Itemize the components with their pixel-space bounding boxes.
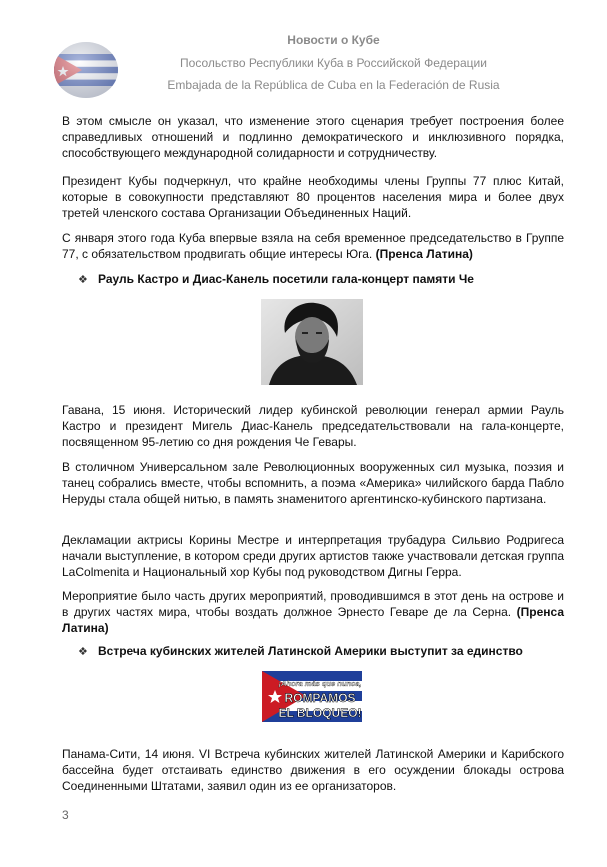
bullet-diamond-icon: ❖	[78, 274, 88, 286]
bullet-diamond-icon: ❖	[78, 646, 88, 658]
article-heading-text: Встреча кубинских жителей Латинской Америки выступит за единство	[98, 644, 523, 658]
paragraph: Декламации актрисы Корины Местре и интерпретация трубадура Сильвио Родригеса начали выступление, в котором среди других артистов также участвовали детская группа LaColmenita и Национальный хор Кубы под руководством Дигны Герра.	[62, 533, 564, 579]
banner-line1: ¡Ahora más que nunca,	[278, 679, 362, 688]
paragraph	[62, 588, 564, 636]
header-embassy-es: Embajada de la República de Cuba en la Federación de Rusia	[167, 78, 500, 92]
rompamos-el-bloqueo-banner	[262, 671, 362, 722]
banner-line2: ROMPAMOS	[284, 691, 356, 705]
paragraph: В этом смысле он указал, что изменение этого сценария требует построения более справедливых отношений и подлинно демократического и инклюзивного порядка, способствующего международной солидарности и сотрудничеству.	[62, 114, 564, 160]
paragraph: Гавана, 15 июня. Исторический лидер кубинской революции генерал армии Рауль Кастро и президент Мигель Диас-Канель председательствовали на гала-концерте, посвященном 95-летию со дня рождения Че Гевары.	[62, 403, 564, 449]
paragraph: В столичном Универсальном зале Революционных вооруженных сил музыка, поэзия и танец собрались вместе, чтобы вспомнить, а поэма «Америка» чилийского барда Пабло Неруды стала общей нитью, в память знаменитого аргентинско-кубинского партизана.	[62, 460, 564, 506]
article-heading	[78, 271, 568, 288]
source-label: (Пренса Латина)	[375, 247, 473, 261]
source-label: (Пренса Латина)	[62, 605, 564, 635]
header-title: Новости о Кубе	[287, 33, 380, 47]
page-number: 3	[62, 808, 69, 822]
article-heading	[78, 643, 568, 660]
article-heading-text: Рауль Кастро и Диас-Канель посетили гала-концерт памяти Че	[98, 272, 474, 286]
paragraph-text: С января этого года Куба впервые взяла на себя временное председательство в Группе 77, с обязательством продвигать общие интересы Юга.	[62, 231, 564, 261]
header-embassy-ru: Посольство Республики Куба в Российской Федерации	[180, 56, 487, 70]
paragraph	[62, 230, 564, 262]
paragraph-text: Мероприятие было часть других мероприятий, проводившимся в этот день на острове и в других частях мира, чтобы воздать должное Эрнесто Геваре де ла Серна.	[62, 589, 564, 619]
paragraph: Президент Кубы подчеркнул, что крайне необходимы члены Группы 77 плюс Китай, которые в совокупности представляют 80 процентов населения мира и более двух третей членского состава Организации Объединенных Наций.	[62, 174, 564, 220]
paragraph: Панама-Сити, 14 июня. VI Встреча кубинских жителей Латинской Америки и Карибского бассейна будет отстаивать единство движения в его осуждении блокады острова Соединенными Штатами, заявил один из ее организаторов.	[62, 747, 564, 793]
banner-line3: EL BLOQUEO!	[278, 706, 362, 720]
che-guevara-photo	[261, 299, 363, 385]
